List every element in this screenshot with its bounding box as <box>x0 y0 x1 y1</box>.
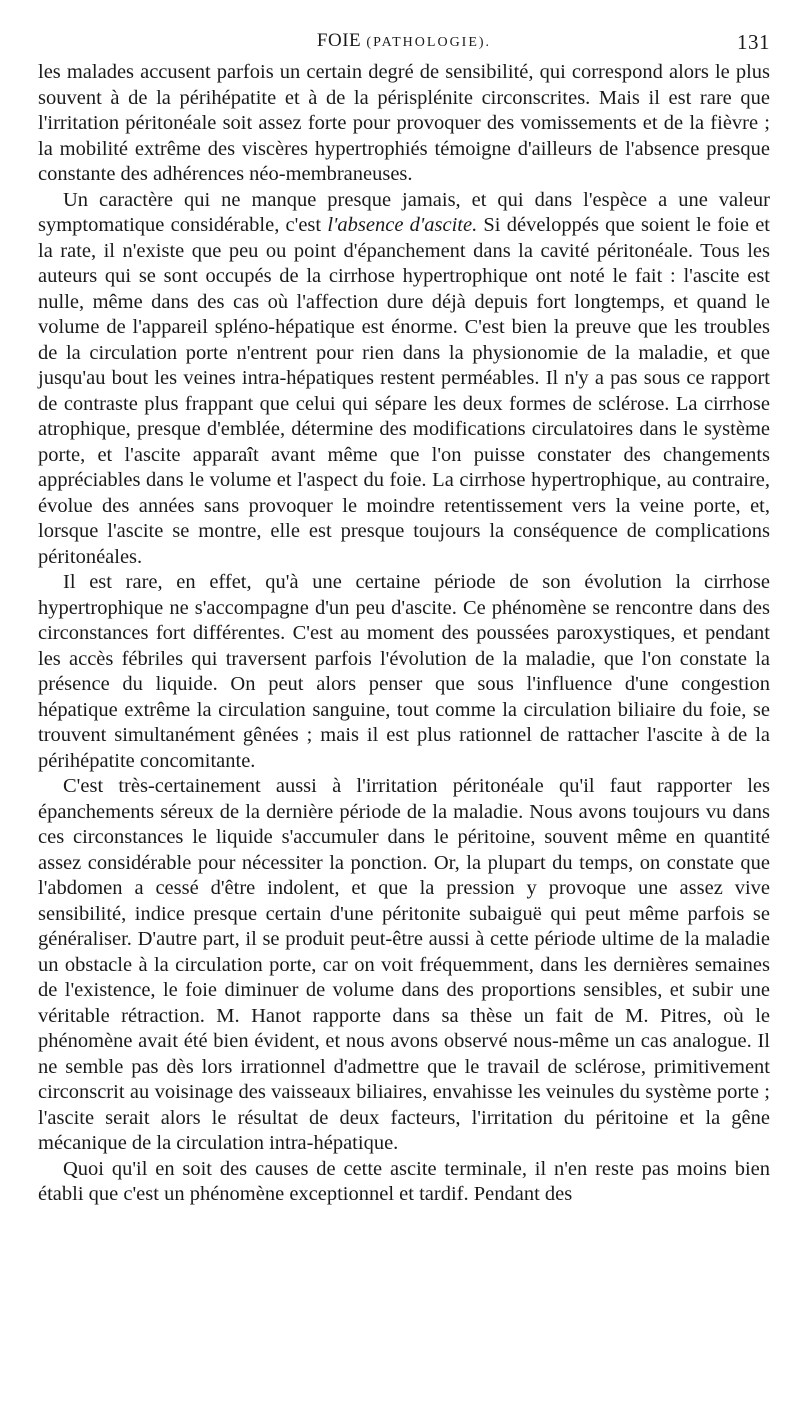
paragraph-3-text: Il est rare, en effet, qu'à une certaine période de son évolution la cirrhose hypertrophique ne s'accompagne d'un peu d'ascite. Ce phénomène se rencontre dans des circonstances fort différentes. C'est au moment des poussées paroxystiques, et pendant les accès fébriles qui traversent parfois l'évolution de la maladie, que l'on constate la présence du liquide. On peut alors penser que sous l'influence d'une congestion hépatique extrême la circulation sanguine, tout comme la circulation biliaire du foie, se trouvent simultanément gênées ; mais il est plus rationnel de rattacher l'ascite à de la périhépatite concomitante. <box>38 571 770 772</box>
body-text <box>38 60 770 1208</box>
paragraph-2-text-start: Un caractère qui ne manque presque jamais, et qui dans l'espèce a une valeur symptomatique considérable, c'est <box>38 188 770 236</box>
paragraph-4 <box>38 774 770 1157</box>
paragraph-2-text-end: Si développés que soient le foie et la rate, il n'existe que peu ou point d'épanchement dans la cavité péritonéale. Tous les auteurs qui se sont occupés de la cirrhose hypertrophique ont noté le fait : l'ascite est nulle, même dans des cas où l'affection dure déjà depuis fort longtemps, et quand le volume de l'appareil spléno-hépatique est énorme. C'est bien la preuve que les troubles de la circulation porte n'entrent pour rien dans la physionomie de la maladie, et que jusqu'au bout les veines intra-hépatiques restent perméables. Il n'y a pas sous ce rapport de contraste plus frappant que celui qui sépare les deux formes de sclérose. La cirrhose atrophique, presque d'emblée, détermine des modifications circulatoires dans le système porte, et l'ascite apparaît avant même que l'on puisse constater des changements appréciables dans le volume et l'aspect du foie. La cirrhose hypertrophique, au contraire, évolue des années sans provoquer le moindre retentissement vers la veine porte, et, lorsque l'ascite se montre, elle est presque toujours la conséquence de complications péritonéales. <box>38 214 770 568</box>
paragraph-4-text: C'est très-certainement aussi à l'irritation péritonéale qu'il faut rapporter les épanchements séreux de la dernière période de la maladie. Nous avons toujours vu dans ces circonstances le liquide s'accumuler dans le péritoine, souvent même en quantité assez considérable pour nécessiter la ponction. Or, la plupart du temps, on constate que l'abdomen a cessé d'être indolent, et que la pression y provoque une assez vive sensibilité, indice presque certain d'une péritonite subaiguë qui peut même parfois se généraliser. D'autre part, il se produit peut-être aussi à cette période ultime de la maladie un obstacle à la circulation porte, car on voit fréquemment, dans les dernières semaines de l'existence, le foie diminuer de volume dans des proportions sensibles, et subir une véritable rétraction. M. Hanot rapporte dans sa thèse un fait de M. Pitres, où le phénomène avait été bien évident, et nous avons observé nous-même un cas analogue. Il ne semble pas dès lors irrationnel d'admettre que le travail de sclérose, primitivement circonscrit au voisinage des vaisseaux biliaires, envahisse les veinules du système porte ; l'ascite serait alors le résultat de deux facteurs, l'irritation du péritoine et la gêne mécanique de la circulation intra-hépatique. <box>38 775 770 1154</box>
paragraph-2 <box>38 188 770 571</box>
paragraph-1 <box>38 60 770 188</box>
page-header <box>38 30 770 60</box>
running-title-sub: (PATHOLOGIE). <box>366 35 492 50</box>
paragraph-5 <box>38 1157 770 1208</box>
paragraph-1-text: les malades accusent parfois un certain degré de sensibilité, qui correspond alors le plus souvent à de la périhépatite et à de la périsplénite circonscrites. Mais il est rare que l'irritation péritonéale soit assez forte pour provoquer des vomissements et de la fièvre ; la mobilité extrême des viscères hypertrophiés témoigne d'ailleurs de l'absence presque constante des adhérences néo-membraneuses. <box>38 61 770 185</box>
paragraph-5-text: Quoi qu'il en soit des causes de cette ascite terminale, il n'en reste pas moins bien établi que c'est un phénomène exceptionnel et tardif. Pendant des <box>38 1157 770 1205</box>
running-title-main: FOIE <box>316 30 362 51</box>
paragraph-3 <box>38 570 770 774</box>
page-number: 131 <box>737 30 770 54</box>
paragraph-2-emphasis: l'absence d'ascite. <box>327 214 478 236</box>
running-title <box>38 30 770 52</box>
